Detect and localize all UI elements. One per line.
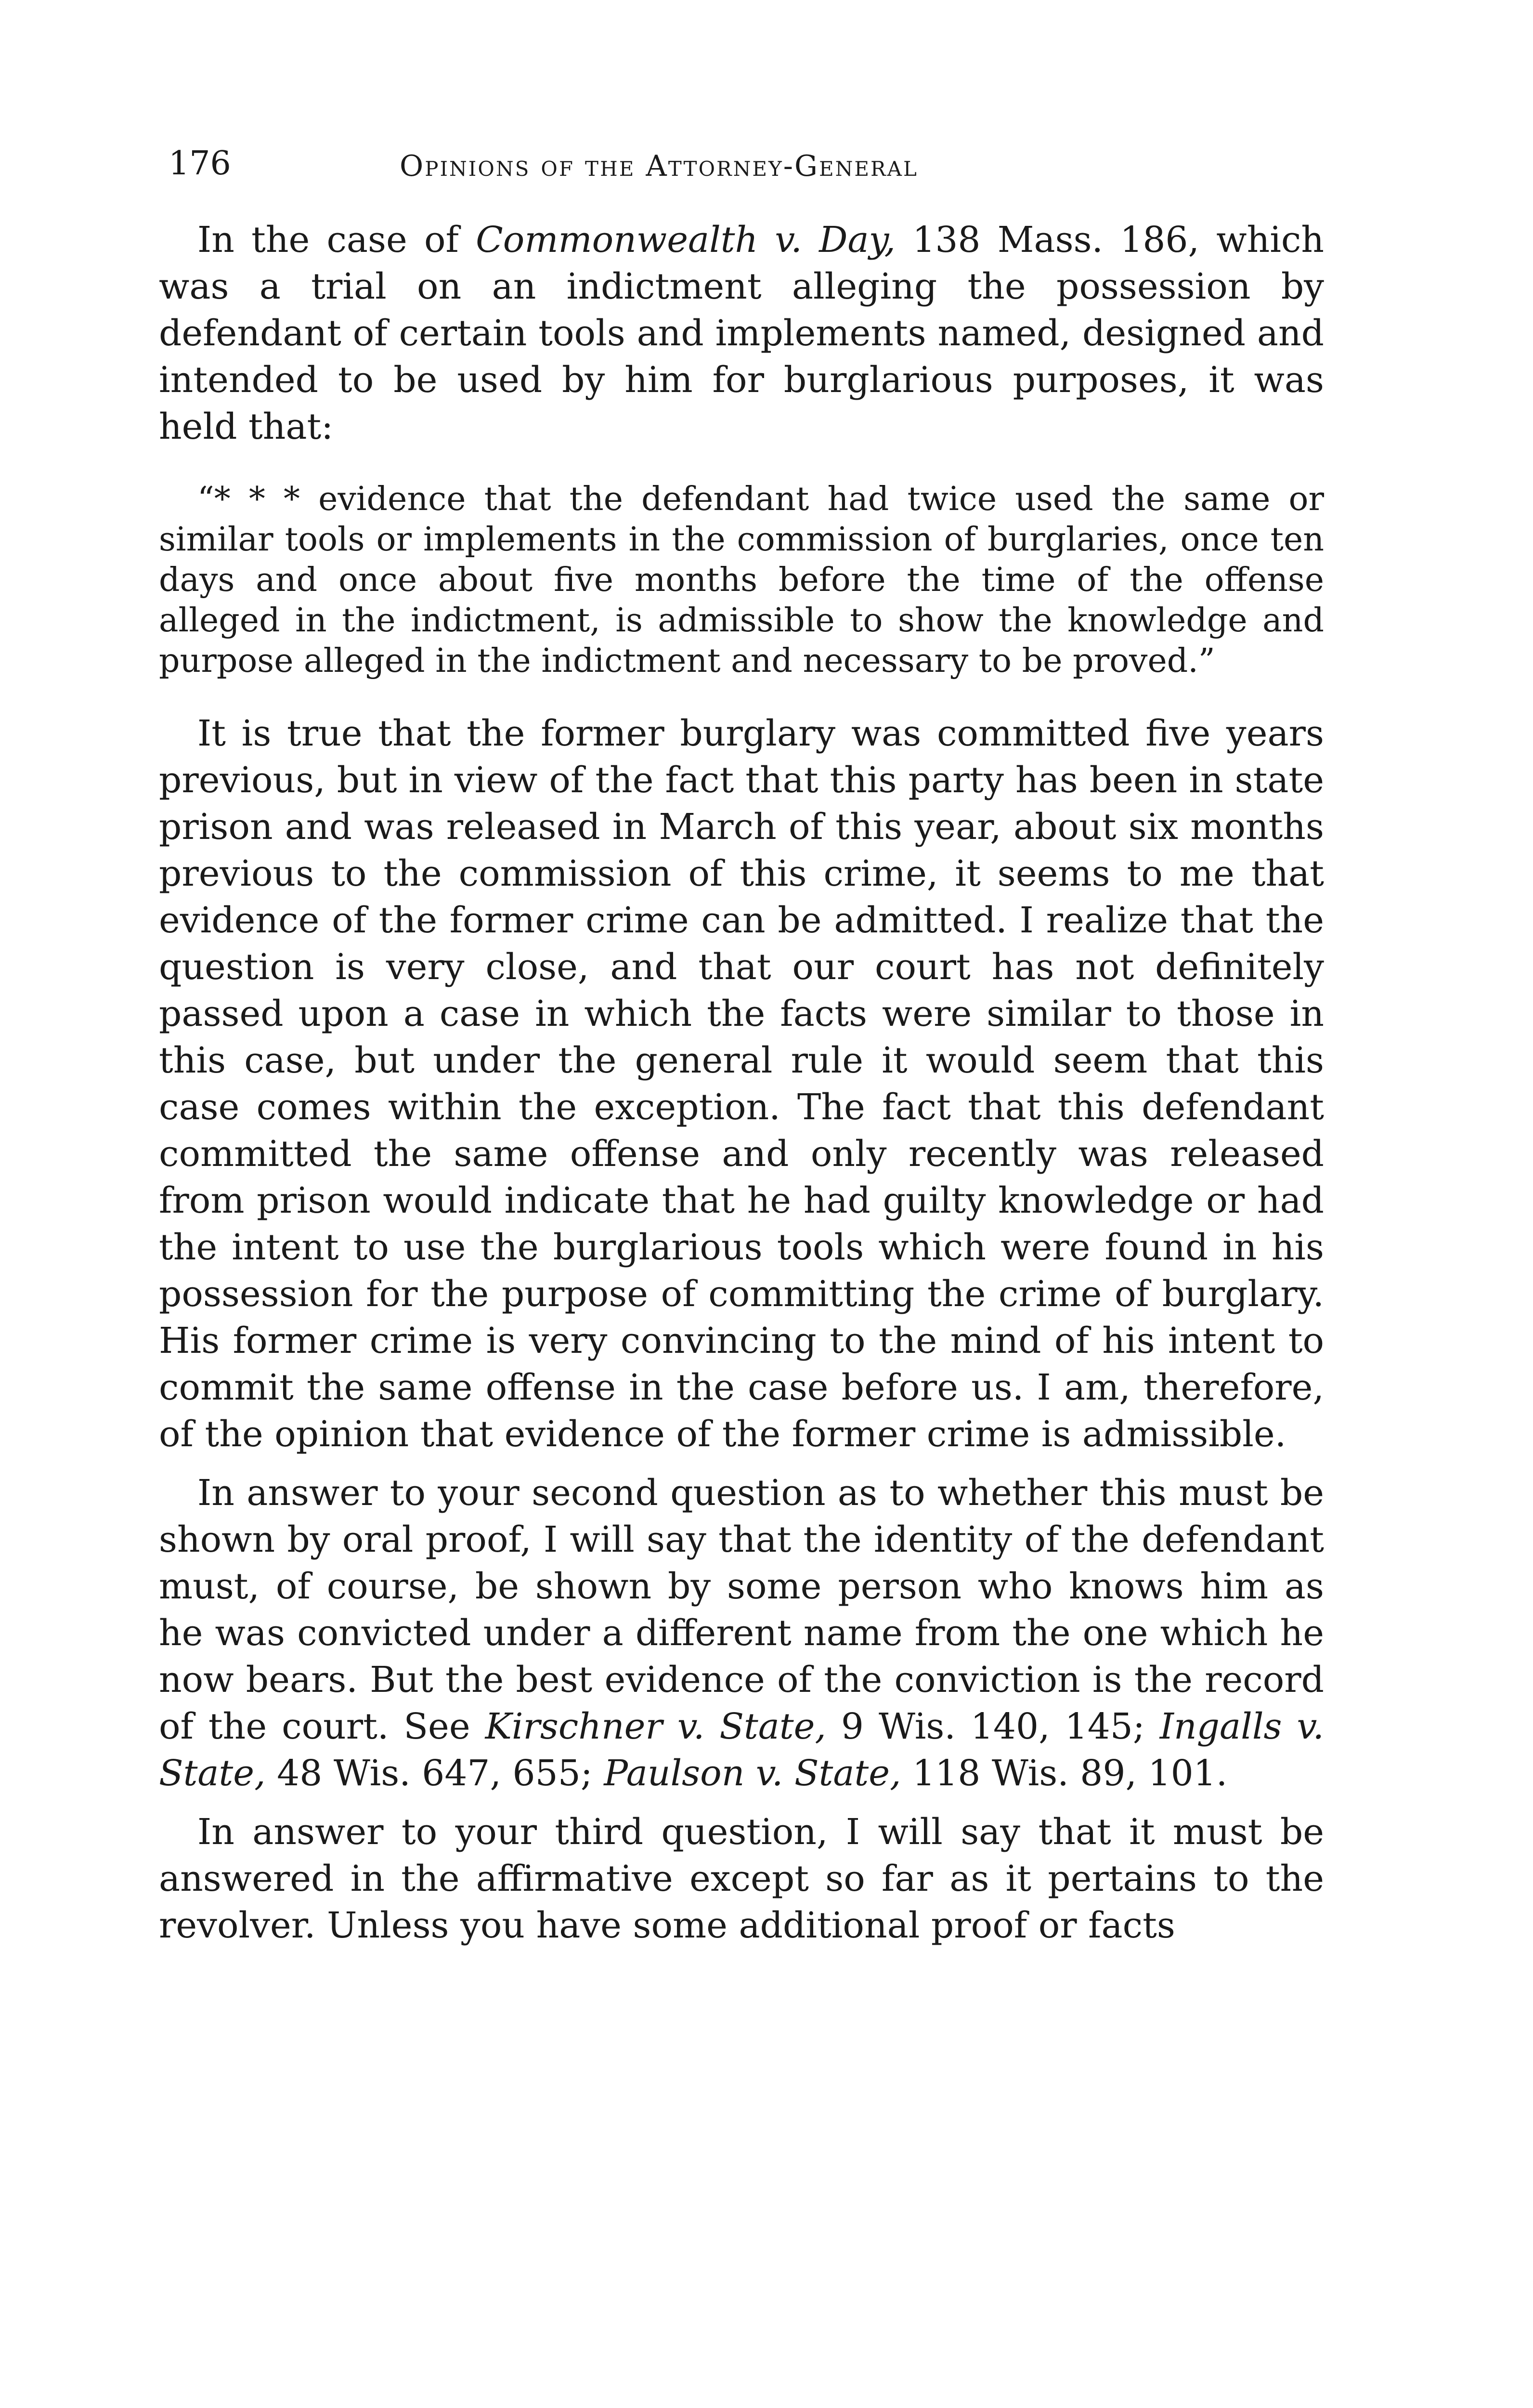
case-citation: Paulson v. State, — [604, 1753, 901, 1794]
case-citation: Ingalls v. State, — [159, 1706, 1324, 1794]
paragraph-commonwealth-v-day: In the case of Commonwealth v. Day, 138 Mass. 186, which was a trial on an indictment alleging the possession by defendant of certain tools and implements named, designed and intended to be used by him for burglarious purposes, it was held that: — [159, 219, 1324, 447]
paragraph-former-burglary: It is true that the former burglary was committed five years previous, but in view of the fact that this party has been in state prison and was released in March of this year, about six months previous to the commission of this crime, it seems to me that evidence of the former crime can be admitted. I realize that the question is very close, and that our court has not definitely passed upon a case in which the facts were similar to those in this case, but under the general rule it would seem that this case comes within the exception. The fact that this defendant committed the same offense and only recently was released from prison would indicate that he had guilty knowledge or had the intent to use the burglarious tools which were found in his possession for the purpose of committing the crime of burglary. His former crime is very convincing to the mind of his intent to commit the same offense in the case before us. I am, therefore, of the opinion that evidence of the former crime is admissible. — [159, 713, 1324, 1455]
block-quote: “* * * evidence that the defendant had twice used the same or similar tools or implements in the commission of burglaries, once ten days and once about five months before the time of the offense alleged in the indictment, is admissible to show the knowledge and purpose alleged in the indictment and necessary to be proved.” — [159, 480, 1324, 680]
running-head: Opinions of the Attorney-General — [400, 149, 918, 183]
case-citation: Kirschner v. State, — [485, 1706, 826, 1747]
document-page — [159, 144, 1324, 1949]
page-header — [159, 144, 1324, 197]
case-citation: Commonwealth v. Day, — [476, 219, 896, 261]
page-number: 176 — [169, 144, 231, 183]
paragraph-second-question: In answer to your second question as to whether this must be shown by oral proof, I will say that the identity of the defendant must, of course, be shown by some person who knows him as he was convicted under a different name from the one which he now bears. But the best evidence of the conviction is the record of the court. See Kirschner v. State, 9 Wis. 140, 145; Ingalls v. State, 48 Wis. 647, 655; Paulson v. State, 118 Wis. 89, 101. — [159, 1472, 1324, 1794]
paragraph-third-question: In answer to your third question, I will say that it must be answered in the affirmative except so far as it pertains to the revolver. Unless you have some additional proof or facts — [159, 1811, 1324, 1946]
